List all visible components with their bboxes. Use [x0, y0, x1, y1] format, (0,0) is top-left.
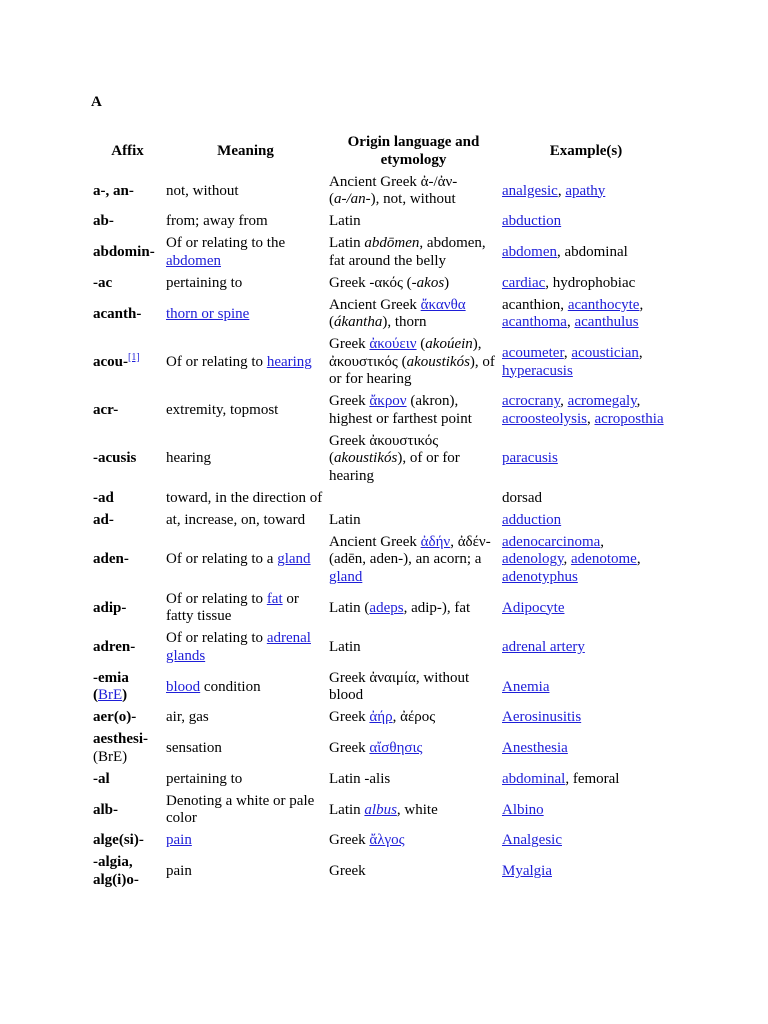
origin-text: , ἀέρος — [392, 709, 436, 726]
meaning-link[interactable]: adrenal glands — [166, 630, 311, 664]
origin-link[interactable]: ἄκανθα — [420, 296, 466, 313]
origin-text: ), ἀκουστικός ( — [329, 336, 482, 370]
example-link[interactable]: Albino — [502, 801, 544, 818]
origin-text: , white — [396, 801, 438, 818]
example-link[interactable]: acanthulus — [574, 314, 639, 331]
table-row — [92, 533, 671, 588]
citation-link[interactable]: [1] — [128, 351, 140, 363]
origin-text: , abdomen, fat around the belly — [329, 235, 486, 269]
column-header-meaning: Meaning — [217, 143, 274, 159]
example-link[interactable]: Analgesic — [502, 832, 562, 849]
affix-cell — [92, 489, 163, 509]
affix-text: acou- — [93, 353, 128, 370]
meaning-text: Of or relating to — [166, 590, 267, 607]
meaning-text: sensation — [166, 740, 222, 756]
origin-cell — [328, 335, 499, 390]
origin-text: Latin — [329, 511, 361, 528]
meaning-cell — [165, 669, 326, 707]
example-text: dorsad — [502, 489, 542, 506]
meaning-text: at, increase, on, toward — [166, 511, 306, 528]
origin-link[interactable]: ἀήρ — [369, 709, 393, 726]
origin-text: ) — [444, 274, 450, 291]
origin-text: ákantha — [334, 314, 383, 331]
table-row — [92, 853, 671, 891]
affix-cell — [92, 730, 163, 768]
meaning-text: Of or relating to — [166, 353, 267, 370]
affix-text: a-, an- — [93, 182, 134, 199]
example-cell — [501, 511, 671, 531]
meaning-cell — [165, 730, 326, 768]
example-cell — [501, 533, 671, 588]
meaning-text: Of or relating to a — [166, 551, 278, 568]
example-text: , — [563, 551, 572, 568]
meaning-cell — [165, 533, 326, 588]
meaning-link[interactable]: fat — [266, 590, 283, 607]
example-cell — [501, 730, 671, 768]
example-text: , — [560, 393, 568, 410]
example-cell — [501, 489, 671, 509]
affix-cell — [92, 669, 163, 707]
meaning-link[interactable]: blood — [166, 678, 201, 695]
table-row — [92, 669, 671, 707]
example-text: , — [636, 551, 641, 568]
origin-text: Greek — [329, 740, 370, 756]
example-link[interactable]: Anemia — [502, 678, 550, 695]
example-link[interactable]: adenotome — [571, 551, 637, 568]
meaning-cell — [165, 708, 326, 728]
origin-text: ), not, without — [370, 191, 456, 208]
affix-link[interactable]: BrE — [98, 687, 123, 704]
origin-link[interactable]: αἴσθησις — [369, 740, 423, 756]
origin-cell — [328, 730, 499, 768]
affix-text: acanth- — [93, 305, 142, 322]
origin-text: ), of or for hearing — [329, 353, 495, 388]
origin-cell — [328, 669, 499, 707]
table-row — [92, 234, 671, 272]
table-row — [92, 335, 671, 390]
meaning-cell — [165, 511, 326, 531]
origin-text: -akos — [411, 274, 445, 291]
affix-text: -ad — [93, 489, 114, 506]
origin-text: a-/an- — [334, 191, 371, 208]
table-row — [92, 629, 671, 667]
origin-text: Latin ( — [329, 599, 370, 616]
example-link[interactable]: Aerosinusitis — [502, 709, 582, 726]
example-link[interactable]: analgesic — [502, 182, 558, 199]
meaning-link[interactable]: hearing — [266, 353, 312, 370]
affix-cell — [92, 234, 163, 272]
meaning-text: air, gas — [166, 709, 209, 726]
example-cell — [501, 629, 671, 667]
example-text: , femoral — [565, 770, 620, 787]
example-link[interactable]: acroosteolysis — [502, 410, 587, 427]
origin-cell — [328, 274, 499, 294]
example-text: , — [600, 533, 605, 550]
origin-text: akoustikós — [406, 353, 470, 370]
origin-cell — [328, 533, 499, 588]
affix-text: alge(si)- — [93, 832, 144, 849]
affix-cell — [92, 831, 163, 851]
meaning-link[interactable]: thorn or spine — [166, 305, 250, 322]
affix-text: -emia ( — [93, 669, 129, 704]
example-text: , — [566, 314, 575, 331]
affix-text: aesthesi- — [93, 731, 148, 748]
meaning-cell — [165, 792, 326, 830]
example-link[interactable]: abdomen — [502, 244, 557, 260]
table-row — [92, 792, 671, 830]
example-link[interactable]: paracusis — [502, 450, 558, 467]
origin-text: ), of or for hearing — [329, 450, 460, 484]
affix-cell — [92, 792, 163, 830]
meaning-cell — [165, 296, 326, 334]
origin-text: ( — [329, 314, 334, 331]
origin-link[interactable]: ἄλγος — [369, 832, 405, 849]
table-row — [92, 274, 671, 294]
table-row — [92, 432, 671, 487]
affix-text: ad- — [93, 511, 114, 528]
table-row — [92, 831, 671, 851]
example-link[interactable]: acoumeter — [502, 345, 564, 361]
example-cell — [501, 590, 671, 628]
origin-cell — [328, 489, 499, 509]
affix-cell — [92, 392, 163, 430]
affix-cell — [92, 770, 163, 790]
meaning-cell — [165, 234, 326, 272]
meaning-cell — [165, 432, 326, 487]
example-cell — [501, 853, 671, 891]
origin-text: abdōmen — [364, 235, 420, 252]
column-header-affix: Affix — [111, 143, 144, 159]
meaning-link[interactable]: pain — [166, 832, 192, 849]
origin-cell — [328, 792, 499, 830]
affix-text: (BrE) — [93, 748, 128, 765]
origin-text: Greek — [329, 863, 366, 879]
meaning-text: pertaining to — [166, 274, 243, 291]
example-cell — [501, 708, 671, 728]
affix-text: alb- — [93, 801, 119, 818]
example-cell — [501, 234, 671, 272]
origin-text: Greek ἀκουστικός ( — [329, 432, 439, 467]
affix-cell — [92, 853, 163, 891]
origin-link[interactable]: ἄκρον — [369, 393, 407, 410]
section-heading: A — [91, 94, 102, 110]
meaning-cell — [165, 335, 326, 390]
origin-cell — [328, 296, 499, 334]
example-cell — [501, 792, 671, 830]
affix-text: adren- — [93, 639, 136, 655]
example-link[interactable]: adduction — [502, 511, 562, 528]
table-row — [92, 708, 671, 728]
meaning-text: or fatty tissue — [166, 590, 299, 625]
affix-cell — [92, 212, 163, 232]
origin-text: , ἀδέν- (adēn, aden-), an acorn; a — [329, 533, 491, 568]
origin-cell — [328, 392, 499, 430]
affix-text: -ac — [93, 274, 113, 291]
origin-text: Latin — [329, 639, 361, 655]
meaning-text: toward, in the direction of — [166, 489, 323, 506]
meaning-cell — [165, 173, 326, 211]
meaning-cell — [165, 590, 326, 628]
example-link[interactable]: adrenal artery — [502, 639, 585, 655]
affix-table — [90, 131, 673, 893]
origin-cell — [328, 590, 499, 628]
meaning-link[interactable]: gland — [277, 551, 311, 568]
origin-cell — [328, 212, 499, 232]
origin-link[interactable]: ἀδήν — [420, 533, 451, 550]
affix-cell — [92, 629, 163, 667]
example-link[interactable]: acoustician — [571, 345, 639, 361]
example-link[interactable]: acroposthia — [594, 410, 664, 427]
example-link[interactable]: acanthoma — [502, 314, 567, 331]
example-cell — [501, 392, 671, 430]
table-row — [92, 511, 671, 531]
affix-cell — [92, 590, 163, 628]
meaning-cell — [165, 853, 326, 891]
column-header-origin: Origin language and etymology — [347, 134, 480, 168]
origin-text: Greek — [329, 832, 370, 849]
example-cell — [501, 212, 671, 232]
origin-text: Latin -alis — [329, 770, 391, 787]
example-link[interactable]: Myalgia — [502, 863, 552, 879]
origin-cell — [328, 173, 499, 211]
example-link[interactable]: cardiac — [502, 274, 546, 291]
table-body — [92, 173, 671, 891]
origin-cell — [328, 629, 499, 667]
origin-link[interactable]: ἀκούειν — [369, 336, 417, 353]
example-cell — [501, 770, 671, 790]
origin-text: (akron), highest or farthest point — [329, 393, 472, 427]
affix-text: ) — [122, 687, 128, 704]
origin-text: Ancient Greek ἀ-/ἀν- ( — [329, 173, 458, 208]
example-link[interactable]: acanthocyte — [567, 296, 640, 313]
origin-link[interactable]: albus — [364, 801, 397, 818]
example-cell — [501, 432, 671, 487]
meaning-text: from; away from — [166, 213, 268, 230]
meaning-text: Of or relating to — [166, 630, 267, 647]
affix-text: aer(o)- — [93, 709, 137, 726]
affix-cell — [92, 296, 163, 334]
meaning-link[interactable]: abdomen — [166, 252, 221, 269]
example-link[interactable]: Anesthesia — [502, 740, 568, 756]
table-header-row — [92, 133, 671, 171]
origin-text: Greek — [329, 336, 370, 353]
table-row — [92, 590, 671, 628]
example-link[interactable]: hyperacusis — [502, 362, 573, 379]
affix-text: abdomin- — [93, 244, 155, 260]
affix-text: -algia, alg(i)o- — [93, 854, 139, 888]
meaning-text: hearing — [166, 450, 211, 467]
affix-cell — [92, 533, 163, 588]
meaning-text: Denoting a white or pale color — [166, 792, 315, 827]
origin-text: Latin — [329, 801, 365, 818]
table-row — [92, 296, 671, 334]
meaning-cell — [165, 489, 326, 509]
example-link[interactable]: abdominal — [502, 770, 566, 787]
example-text: , — [639, 296, 644, 313]
meaning-cell — [165, 392, 326, 430]
origin-text: akoúein — [425, 336, 473, 353]
table-row — [92, 392, 671, 430]
origin-text: Greek ἀναιμία, without blood — [329, 669, 470, 704]
example-link[interactable]: adenocarcinoma — [502, 533, 601, 550]
affix-text: acr- — [93, 402, 119, 418]
affix-text: adip- — [93, 599, 127, 616]
meaning-text: Of or relating to the — [166, 235, 286, 252]
meaning-text: condition — [200, 678, 261, 695]
example-text: , — [563, 345, 572, 361]
origin-text: Ancient Greek — [329, 533, 421, 550]
origin-cell — [328, 511, 499, 531]
example-text: , — [638, 345, 643, 361]
example-text: , — [636, 393, 641, 410]
meaning-cell — [165, 770, 326, 790]
example-cell — [501, 335, 671, 390]
example-link[interactable]: abduction — [502, 213, 562, 230]
example-text: , abdominal — [556, 244, 628, 260]
origin-text: ), thorn — [382, 314, 427, 331]
column-header-examples: Example(s) — [549, 143, 623, 159]
origin-cell — [328, 853, 499, 891]
meaning-cell — [165, 831, 326, 851]
example-cell — [501, 296, 671, 334]
table-row — [92, 173, 671, 211]
example-text: , — [557, 182, 566, 199]
affix-cell — [92, 335, 163, 390]
affix-cell — [92, 511, 163, 531]
table-row — [92, 770, 671, 790]
origin-text: akoustikós — [334, 450, 398, 467]
origin-cell — [328, 432, 499, 487]
affix-text: ab- — [93, 213, 114, 230]
example-cell — [501, 831, 671, 851]
origin-link[interactable]: gland — [329, 568, 363, 585]
origin-cell — [328, 831, 499, 851]
origin-text: Ancient Greek — [329, 296, 421, 313]
example-link[interactable]: Adipocyte — [502, 599, 565, 616]
example-link[interactable]: acrocrany — [502, 393, 561, 410]
meaning-text: not, without — [166, 182, 239, 199]
example-link[interactable]: adenology — [502, 551, 564, 568]
table-row — [92, 730, 671, 768]
affix-text: aden- — [93, 551, 129, 568]
meaning-cell — [165, 274, 326, 294]
origin-cell — [328, 234, 499, 272]
example-link[interactable]: apathy — [565, 182, 606, 199]
example-link[interactable]: acromegaly — [567, 393, 637, 410]
meaning-text: pain — [166, 863, 192, 879]
origin-text: , adip-), fat — [403, 599, 471, 616]
origin-text: Latin — [329, 213, 361, 230]
origin-cell — [328, 770, 499, 790]
origin-text: Greek — [329, 393, 370, 410]
affix-text: -acusis — [93, 450, 137, 467]
origin-text: Greek -ακός ( — [329, 274, 412, 291]
origin-text: Latin — [329, 235, 365, 252]
table-row — [92, 489, 671, 509]
example-link[interactable]: adenotyphus — [502, 568, 578, 585]
example-cell — [501, 274, 671, 294]
origin-link[interactable]: adeps — [369, 599, 404, 616]
meaning-text: extremity, topmost — [166, 402, 279, 418]
origin-cell — [328, 708, 499, 728]
origin-text: Greek — [329, 709, 370, 726]
meaning-text: pertaining to — [166, 770, 243, 787]
meaning-cell — [165, 629, 326, 667]
example-text: acanthion, — [502, 296, 568, 313]
affix-cell — [92, 432, 163, 487]
affix-cell — [92, 274, 163, 294]
affix-text: -al — [93, 770, 110, 787]
example-cell — [501, 173, 671, 211]
table-row — [92, 212, 671, 232]
table-header — [92, 133, 671, 171]
example-cell — [501, 669, 671, 707]
origin-text: ( — [416, 336, 426, 353]
meaning-cell — [165, 212, 326, 232]
example-text: , — [586, 410, 595, 427]
example-text: , hydrophobiac — [545, 274, 636, 291]
affix-cell — [92, 708, 163, 728]
affix-cell — [92, 173, 163, 211]
